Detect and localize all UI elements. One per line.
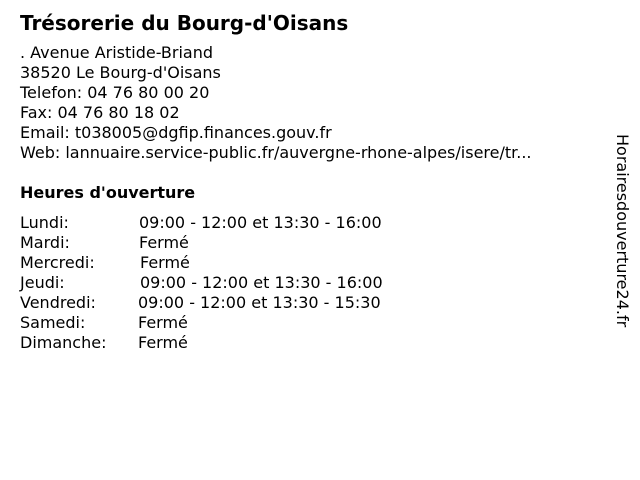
time-value: Fermé [140, 253, 190, 272]
website-link: Web: lannuaire.service-public.fr/auvergne-rhone-alpes/isere/tr... [20, 143, 532, 162]
street-address: . Avenue Aristide-Briand [20, 43, 214, 62]
address-block [20, 43, 532, 163]
time-value: Fermé [138, 313, 188, 332]
site-watermark: Horairesdouverture24.fr [613, 134, 632, 328]
time-value: Fermé [139, 233, 189, 252]
hours-heading: Heures d'ouverture [20, 183, 196, 202]
fax-number: Fax: 04 76 80 18 02 [20, 103, 180, 122]
time-value: Fermé [138, 333, 188, 352]
day-label: Dimanche: [20, 333, 107, 352]
time-value: 09:00 - 12:00 et 13:30 - 16:00 [139, 213, 382, 232]
phone-number: Telefon: 04 76 80 00 20 [20, 83, 210, 102]
page-title: Trésorerie du Bourg-d'Oisans [20, 11, 349, 35]
day-label: Samedi: [20, 313, 86, 332]
email-address: Email: t038005@dgfip.finances.gouv.fr [20, 123, 332, 142]
time-value: 09:00 - 12:00 et 13:30 - 15:30 [138, 293, 381, 312]
day-label: Vendredi: [20, 293, 96, 312]
time-value: 09:00 - 12:00 et 13:30 - 16:00 [140, 273, 383, 292]
day-label: Mardi: [20, 233, 70, 252]
day-label: Mercredi: [20, 253, 95, 272]
day-label: Lundi: [20, 213, 69, 232]
day-label: Jeudi: [20, 273, 65, 292]
city-postal: 38520 Le Bourg-d'Oisans [20, 63, 221, 82]
